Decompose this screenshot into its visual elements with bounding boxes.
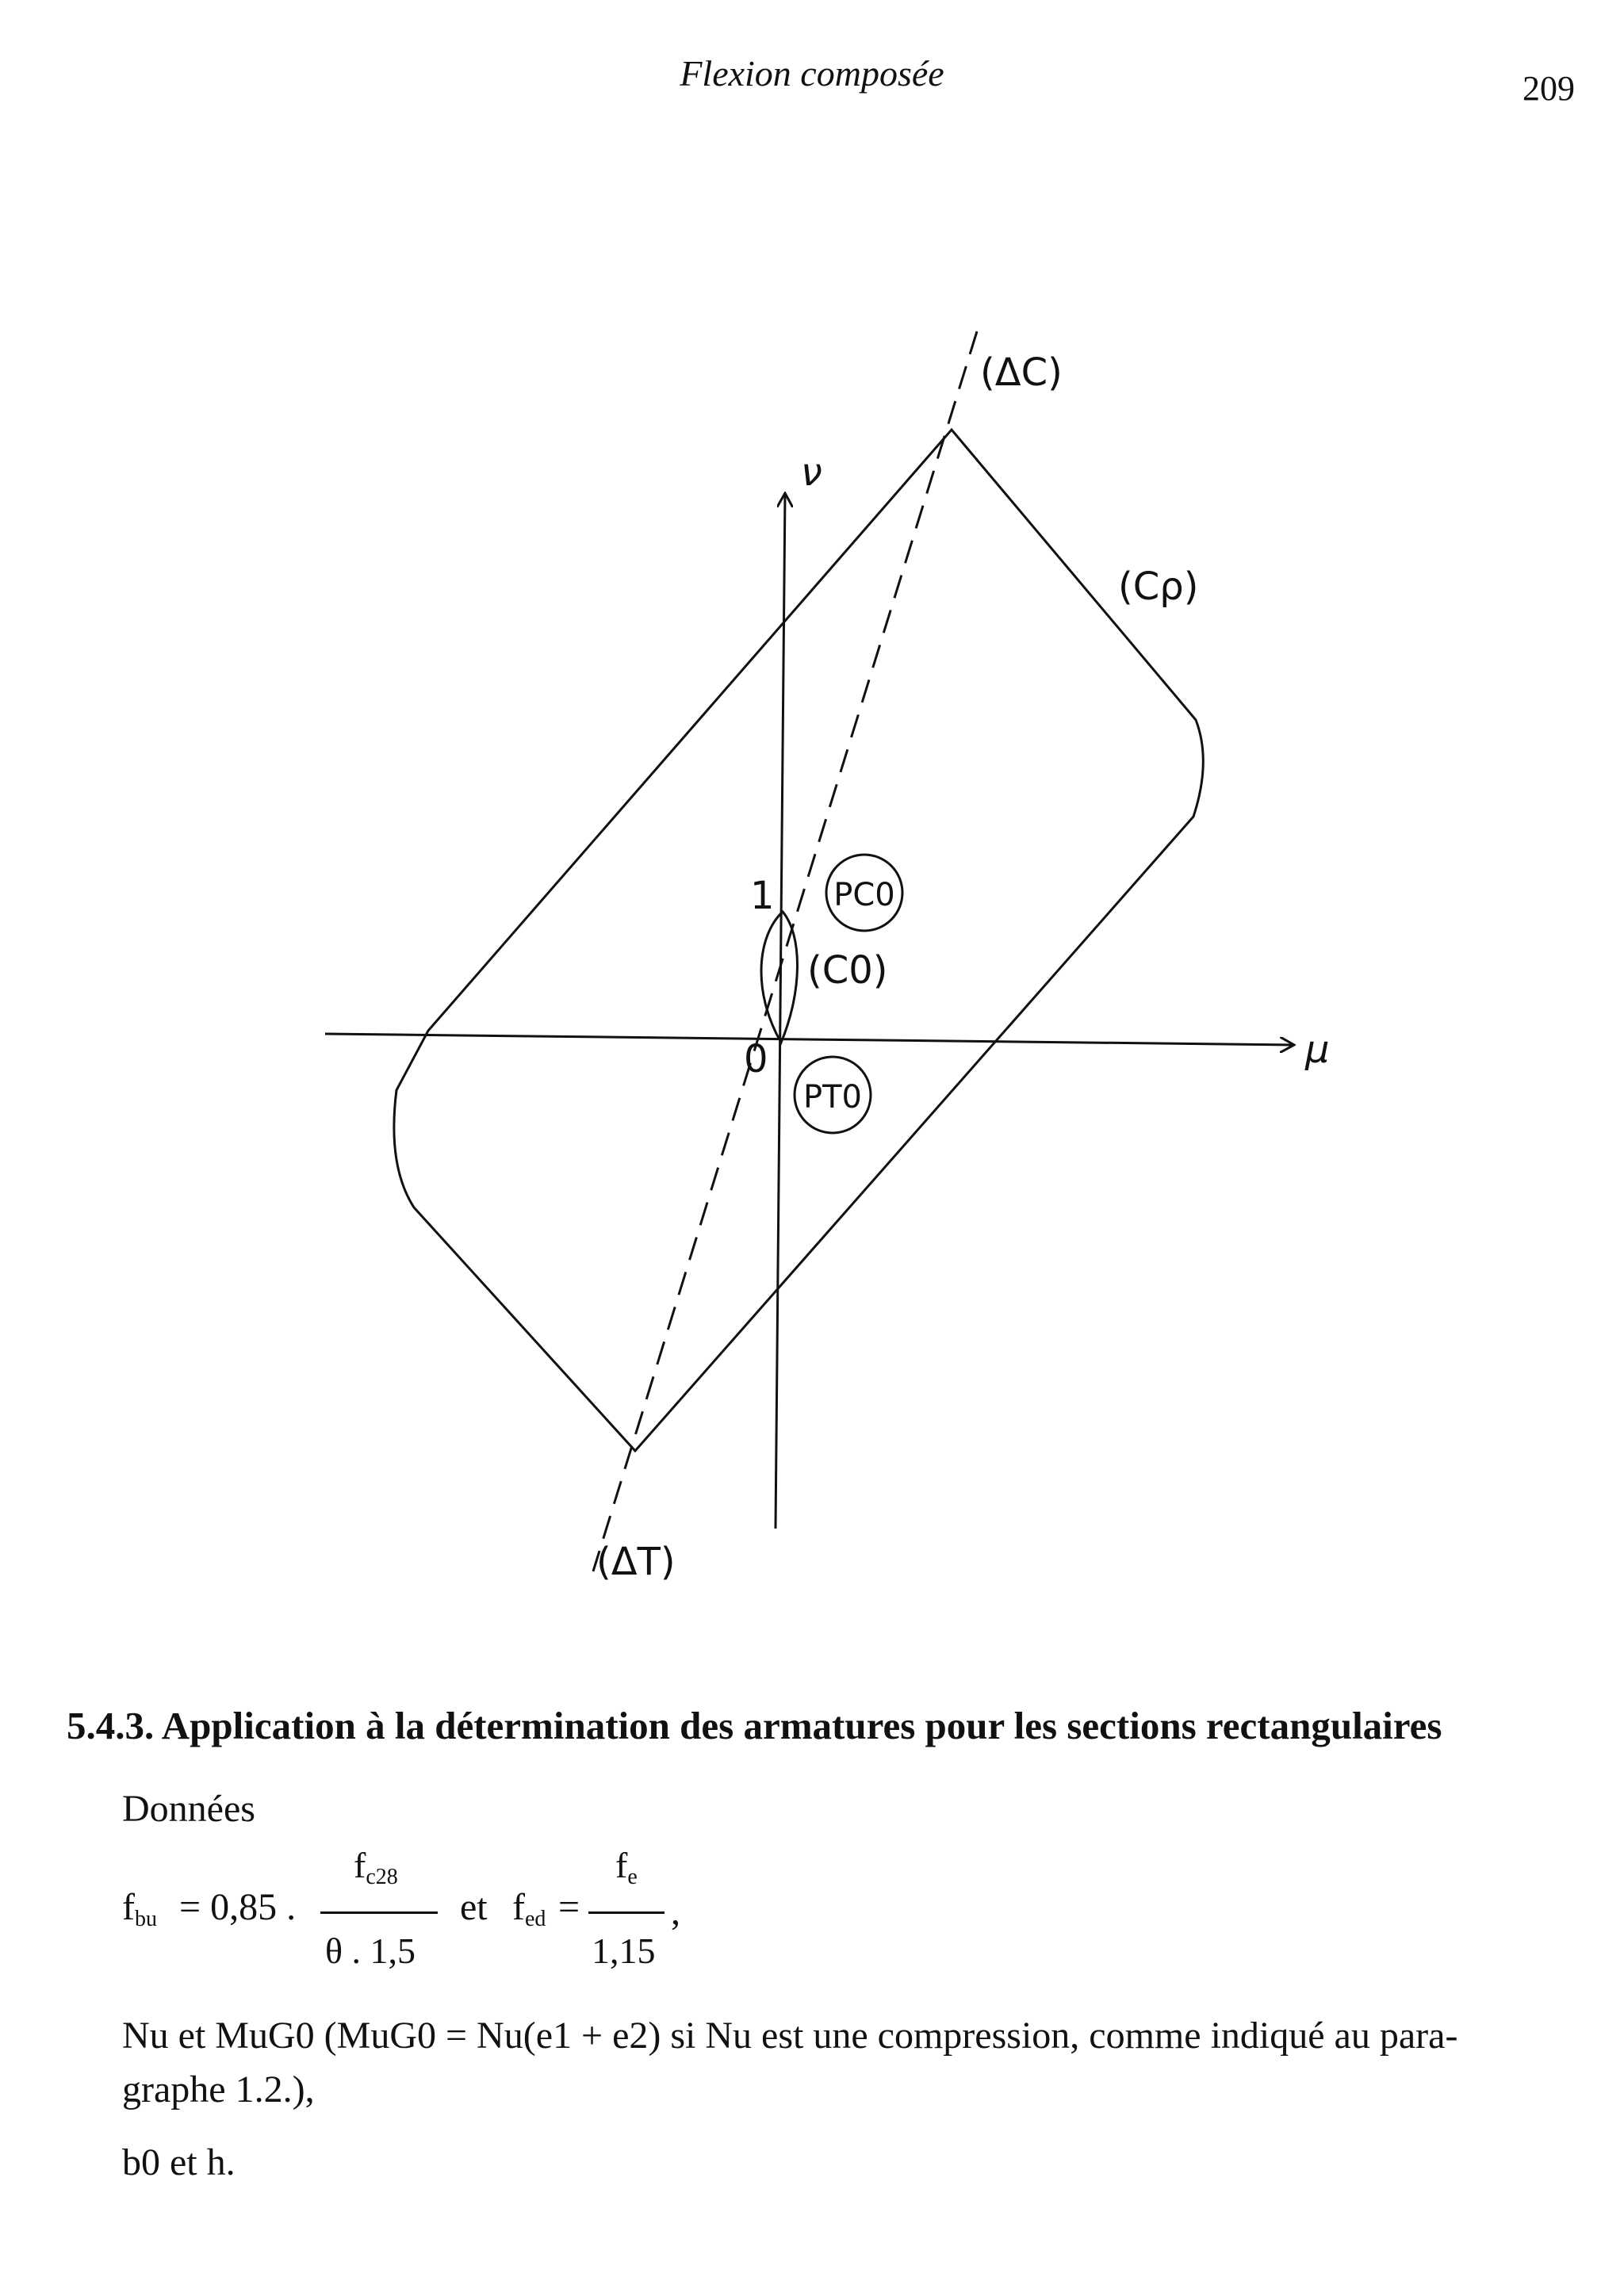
fed-equals: =	[558, 1886, 580, 1928]
axis-label-mu: μ	[1305, 1027, 1330, 1072]
label-c0: (C0)	[807, 948, 888, 993]
fbu-symbol: $f_{bu}$	[122, 1886, 157, 1931]
b0-h-line: b0 et h.	[122, 2141, 236, 2183]
label-delta-c: (ΔC)	[980, 350, 1063, 395]
mu-axis	[325, 1034, 1294, 1045]
fed-symbol: $f_{ed}$	[512, 1886, 546, 1931]
label-pt0: PT0	[802, 1079, 863, 1115]
section-heading: 5.4.3. Application à la détermination des armatures pour les sections rectangulaires	[67, 1704, 1442, 1747]
nu-axis	[776, 493, 785, 1529]
label-c-rho: (Cρ)	[1118, 564, 1199, 609]
tick-label-one: 1	[750, 874, 775, 918]
curve-c-rho	[394, 430, 1203, 1451]
fbu-denominator: θ . 1,5	[325, 1931, 416, 1971]
donnees-label: Données	[122, 1788, 255, 1830]
fed-fraction-bar	[588, 1911, 665, 1914]
et-label: et	[460, 1886, 488, 1928]
fed-denominator: 1,15	[592, 1931, 656, 1971]
label-pc0: PC0	[833, 877, 895, 913]
axis-label-nu: ν	[801, 450, 822, 495]
formula-trailing-comma: ,	[671, 1891, 680, 1933]
running-title: Flexion composée	[680, 53, 944, 94]
fbu-equals: = 0,85 .	[179, 1886, 297, 1928]
label-delta-t: (ΔT)	[596, 1540, 676, 1584]
page-number: 209	[1522, 69, 1575, 108]
fbu-numerator: $f_{c28}$	[354, 1845, 398, 1889]
nu-muG0-line: Nu et MuG0 (MuG0 = Nu(e1 + e2) si Nu est une compression, comme indiqué au para-	[122, 2015, 1458, 2057]
paragraph-ref-line: graphe 1.2.),	[122, 2068, 315, 2110]
fed-numerator: $f_e$	[615, 1845, 638, 1889]
fbu-fraction-bar	[320, 1911, 438, 1914]
tick-label-zero: 0	[744, 1037, 768, 1081]
